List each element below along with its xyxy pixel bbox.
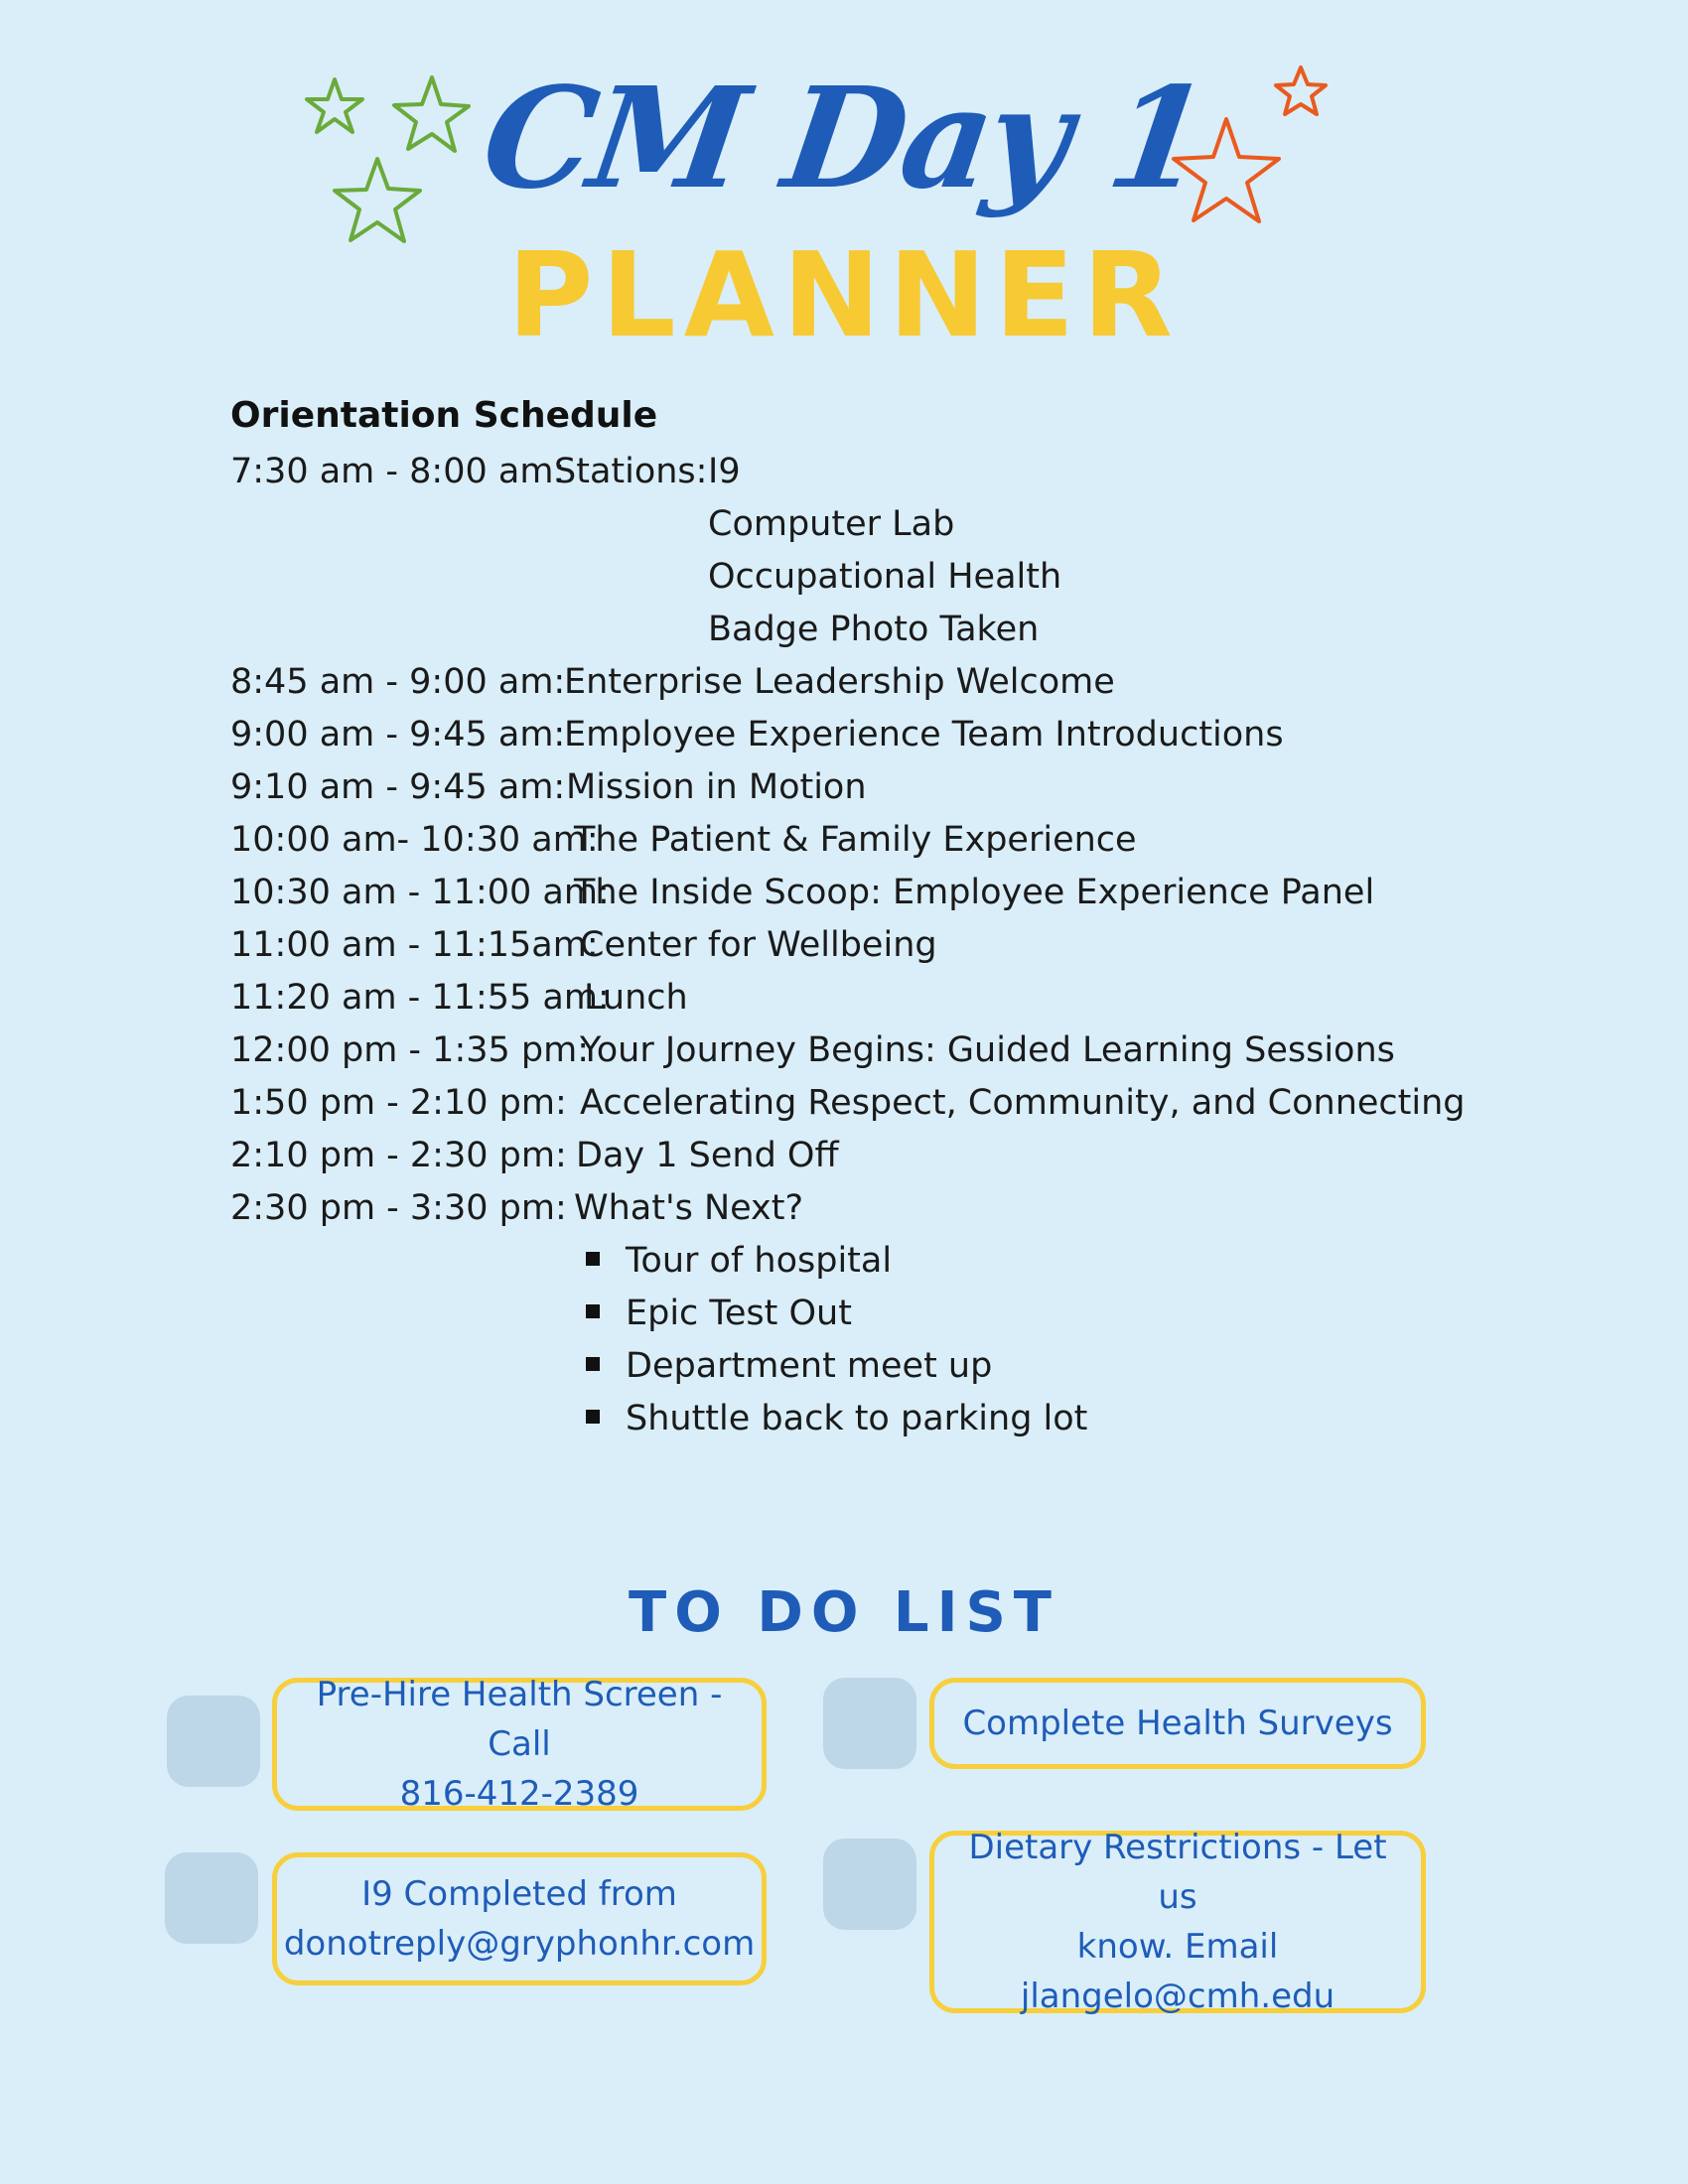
schedule-row: [230, 925, 937, 965]
bullet-icon: [586, 1357, 600, 1371]
schedule-event: Center for Wellbeing: [580, 925, 937, 965]
todo-checkbox[interactable]: [823, 1839, 916, 1930]
next-step-item: [586, 1399, 1088, 1438]
todo-item-text: donotreply@gryphonhr.com: [283, 1924, 756, 1964]
schedule-event: The Inside Scoop: Employee Experience Panel: [574, 873, 1375, 912]
todo-item-health-surveys: [929, 1678, 1426, 1769]
schedule-event: Accelerating Respect, Community, and Connecting: [580, 1083, 1466, 1123]
schedule-time: 10:30 am - 11:00 am:: [230, 873, 610, 912]
bullet-icon: [586, 1410, 600, 1424]
schedule-time: 9:00 am - 9:45 am:: [230, 715, 566, 754]
todo-checkbox[interactable]: [165, 1852, 258, 1944]
schedule-heading: Orientation Schedule: [230, 395, 658, 436]
stations-label: Stations:: [554, 452, 708, 491]
schedule-time: 11:20 am - 11:55 am:: [230, 978, 610, 1018]
todo-item-text: 816-412-2389: [399, 1774, 639, 1814]
todo-item-health-screen: [272, 1675, 767, 1814]
next-step-item: [586, 1346, 993, 1386]
schedule-row: [230, 820, 1137, 860]
schedule-event: Employee Experience Team Introductions: [564, 715, 1284, 754]
schedule-row-stations: [230, 452, 708, 491]
todo-checkbox[interactable]: [823, 1678, 916, 1769]
todo-item-text: Dietary Restrictions - Let us: [968, 1828, 1387, 1917]
schedule-time: 9:10 am - 9:45 am:: [230, 767, 566, 807]
next-step-item: [586, 1241, 893, 1281]
schedule-event: The Patient & Family Experience: [574, 820, 1137, 860]
schedule-row: [230, 873, 1375, 912]
station-item: Computer Lab: [708, 504, 955, 544]
next-step-item: [586, 1294, 852, 1333]
todo-item-text: Pre-Hire Health Screen - Call: [316, 1675, 723, 1764]
planner-block-title: PLANNER: [507, 226, 1181, 363]
schedule-event: Your Journey Begins: Guided Learning Sessions: [580, 1030, 1395, 1070]
todo-item-text: I9 Completed from: [361, 1874, 677, 1914]
schedule-row: [230, 662, 1115, 702]
schedule-event: Lunch: [584, 978, 688, 1018]
schedule-event: Mission in Motion: [566, 767, 867, 807]
schedule-time: 2:10 pm - 2:30 pm:: [230, 1136, 567, 1175]
schedule-row: [230, 767, 867, 807]
station-item: Badge Photo Taken: [708, 610, 1040, 649]
todo-item-dietary: [929, 1828, 1426, 2016]
bullet-icon: [586, 1304, 600, 1318]
planner-script-title: CM Day 1: [474, 58, 1214, 220]
todo-checkbox[interactable]: [167, 1696, 260, 1787]
todo-item-text: know. Email: [1076, 1927, 1279, 1967]
todo-item-i9: [272, 1852, 767, 1985]
schedule-event: Day 1 Send Off: [576, 1136, 839, 1175]
schedule-time: 8:45 am - 9:00 am:: [230, 662, 566, 702]
schedule-time: 2:30 pm - 3:30 pm:: [230, 1188, 567, 1228]
schedule-row: [230, 1136, 839, 1175]
todo-item-text: jlangelo@cmh.edu: [1020, 1977, 1336, 2016]
schedule-event: What's Next?: [574, 1188, 804, 1228]
schedule-time: 10:00 am- 10:30 am:: [230, 820, 599, 860]
next-step-label: Tour of hospital: [626, 1241, 893, 1281]
schedule-time: 7:30 am - 8:00 am:: [230, 452, 566, 491]
next-step-label: Shuttle back to parking lot: [626, 1399, 1088, 1438]
next-step-label: Epic Test Out: [626, 1294, 852, 1333]
schedule-row: [230, 1083, 1466, 1123]
schedule-row: [230, 715, 1284, 754]
schedule-time: 11:00 am - 11:15am:: [230, 925, 599, 965]
schedule-time: 12:00 pm - 1:35 pm:: [230, 1030, 590, 1070]
schedule-event: Enterprise Leadership Welcome: [564, 662, 1115, 702]
todo-title: TO DO LIST: [629, 1580, 1059, 1645]
schedule-row: [230, 978, 688, 1018]
schedule-time: 1:50 pm - 2:10 pm:: [230, 1083, 567, 1123]
bullet-icon: [586, 1252, 600, 1266]
station-item: I9: [708, 452, 741, 491]
next-step-label: Department meet up: [626, 1346, 993, 1386]
schedule-row: [230, 1030, 1395, 1070]
schedule-row: [230, 1188, 804, 1228]
station-item: Occupational Health: [708, 557, 1062, 597]
todo-item-text: Complete Health Surveys: [962, 1704, 1393, 1743]
